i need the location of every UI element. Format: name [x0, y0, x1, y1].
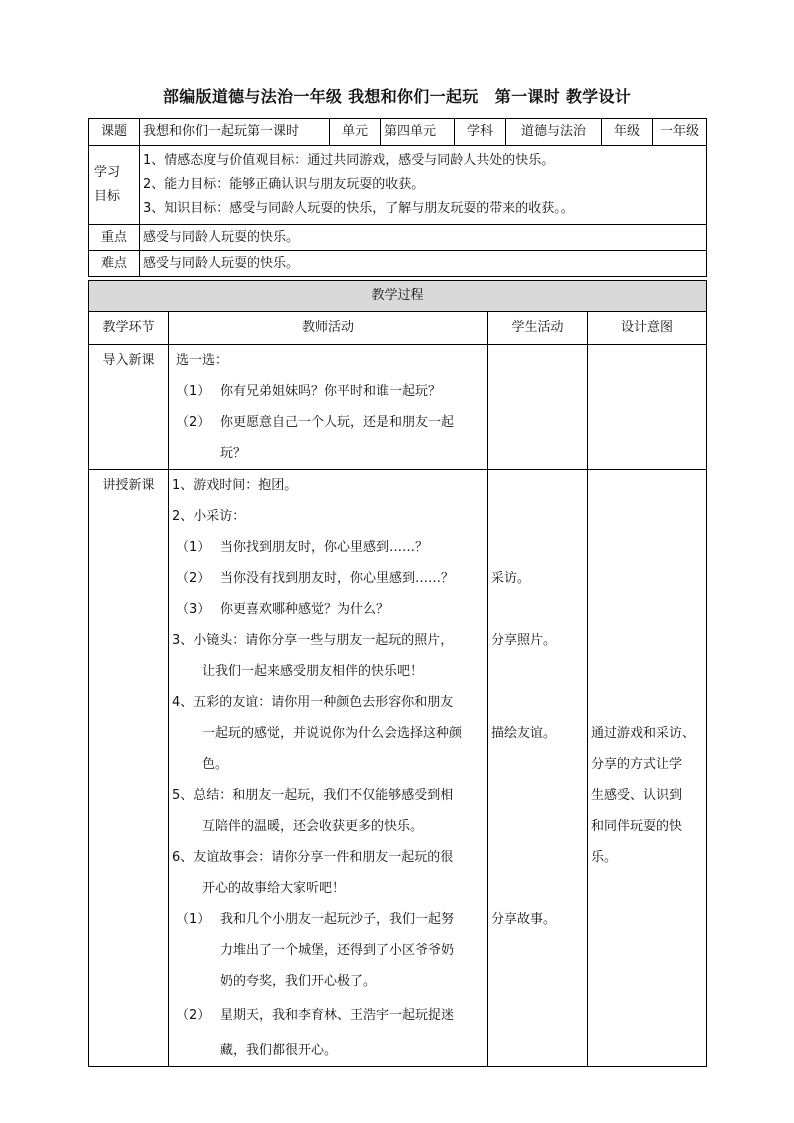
intent-line-2: 分享的方式让学 — [591, 757, 683, 772]
goals-cell — [140, 146, 707, 225]
intro-teacher-activity — [169, 345, 488, 470]
story-1-line-1: （1） 我和几个小朋友一起玩沙子，我们一起努 — [176, 912, 455, 927]
step-2-item-3: （3） 你更喜欢哪种感觉？为什么？ — [176, 602, 390, 617]
intent-line-3: 生感受、认识到 — [591, 788, 683, 803]
intent-line-5: 乐。 — [591, 850, 618, 865]
intro-stage: 导入新课 — [89, 345, 169, 470]
intro-heading: 选一选： — [176, 353, 229, 368]
student-share-photos: 分享照片。 — [491, 633, 557, 648]
grade-label: 年级 — [602, 119, 653, 146]
col-intent-header: 设计意图 — [588, 312, 707, 345]
grade-value: 一年级 — [653, 119, 707, 146]
student-describe-friendship: 描绘友谊。 — [491, 726, 557, 741]
step-2-item-1: （1） 当你找到朋友时，你心里感到……？ — [176, 540, 429, 555]
process-header: 教学过程 — [89, 281, 707, 312]
story-2-line-2: 藏，我们都很开心。 — [220, 1043, 338, 1058]
story-1-line-3: 奶的夸奖，我们开心极了。 — [220, 974, 377, 989]
intent-line-1: 通过游戏和采访、 — [591, 726, 696, 741]
difficulty-label: 难点 — [89, 251, 140, 277]
step-2-item-2: （2） 当你没有找到朋友时，你心里感到……？ — [176, 571, 455, 586]
unit-value: 第四单元 — [381, 119, 455, 146]
lesson-info-table — [88, 118, 707, 277]
goals-label: 学习目标 — [89, 146, 140, 225]
difficulty-value: 感受与同龄人玩耍的快乐。 — [140, 251, 707, 277]
goal-3: 3、知识目标：感受与同龄人玩耍的快乐，了解与朋友玩耍的带来的收获。。 — [143, 201, 574, 216]
lesson-teacher-activity — [169, 470, 488, 1067]
step-4-line-3: 色。 — [202, 757, 229, 772]
goal-1: 1、情感态度与价值观目标：通过共同游戏，感受与同龄人共处的快乐。 — [143, 153, 555, 168]
topic-value: 我想和你们一起玩第一课时 — [140, 119, 330, 146]
subject-label: 学科 — [455, 119, 506, 146]
student-interview: 采访。 — [491, 571, 531, 586]
intro-item-1: （1） 你有兄弟姐妹吗？你平时和谁一起玩？ — [176, 384, 442, 399]
topic-label: 课题 — [89, 119, 140, 146]
key-point-label: 重点 — [89, 225, 140, 251]
step-1: 1、游戏时间：抱团。 — [172, 478, 298, 493]
col-stage-header: 教学环节 — [89, 312, 169, 345]
unit-label: 单元 — [330, 119, 381, 146]
step-4-line-1: 4、五彩的友谊：请你用一种颜色去形容你和朋友 — [172, 695, 454, 710]
col-teacher-header: 教师活动 — [169, 312, 488, 345]
goal-2: 2、能力目标：能够正确认识与朋友玩耍的收获。 — [143, 177, 425, 192]
col-student-header: 学生活动 — [488, 312, 588, 345]
teaching-process-table — [88, 280, 707, 1067]
intro-item-2-cont: 玩？ — [220, 446, 247, 461]
key-point-value: 感受与同龄人玩耍的快乐。 — [140, 225, 707, 251]
intro-item-2: （2） 你更愿意自己一个人玩，还是和朋友一起 — [176, 415, 455, 430]
lesson-design-intent — [588, 470, 707, 1067]
step-6-line-1: 6、友谊故事会：请你分享一件和朋友一起玩的很 — [172, 850, 454, 865]
lesson-student-activity — [488, 470, 588, 1067]
story-1-line-2: 力堆出了一个城堡，还得到了小区爷爷奶 — [220, 943, 455, 958]
story-2-line-1: （2） 星期天，我和李育林、王浩宇一起玩捉迷 — [176, 1008, 455, 1023]
step-4-line-2: 一起玩的感觉，并说说你为什么会选择这种颜 — [202, 726, 463, 741]
step-5-line-2: 互陪伴的温暖，还会收获更多的快乐。 — [202, 819, 424, 834]
document-title: 部编版道德与法治一年级 我想和你们一起玩 第一课时 教学设计 — [162, 87, 632, 106]
intro-intent — [588, 345, 707, 470]
step-5-line-1: 5、总结：和朋友一起玩，我们不仅能够感受到相 — [172, 788, 454, 803]
step-3-line-1: 3、小镜头：请你分享一些与朋友一起玩的照片， — [172, 633, 454, 648]
intent-line-4: 和同伴玩耍的快 — [591, 819, 683, 834]
step-6-line-2: 开心的故事给大家听吧！ — [202, 881, 346, 896]
step-3-line-2: 让我们一起来感受朋友相伴的快乐吧！ — [202, 664, 424, 679]
student-share-story: 分享故事。 — [491, 912, 557, 927]
lesson-stage: 讲授新课 — [89, 470, 169, 1067]
subject-value: 道德与法治 — [506, 119, 602, 146]
step-2: 2、小采访： — [172, 509, 246, 524]
intro-student-activity — [488, 345, 588, 470]
